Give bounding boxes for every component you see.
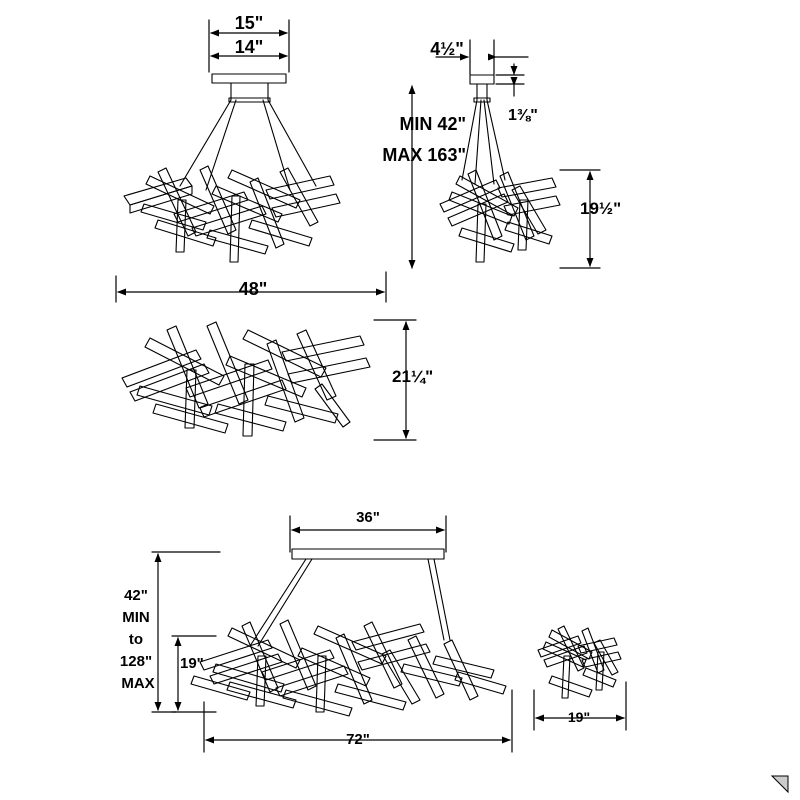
dim-label-4-5: 4½" bbox=[430, 39, 464, 59]
dim-label-min-drop: MIN 42" bbox=[399, 114, 466, 134]
dim-label-48: 48" bbox=[238, 279, 268, 299]
dim-label-19-depth: 19" bbox=[567, 709, 591, 725]
dim-label-max-drop: MAX 163" bbox=[382, 145, 466, 165]
dim-1-375 bbox=[496, 64, 524, 96]
corner-mark bbox=[772, 776, 788, 792]
dim-19-5 bbox=[560, 170, 600, 268]
bar-cluster-plan bbox=[122, 322, 370, 436]
suspension-stems-side bbox=[462, 84, 505, 184]
dim-label-canopy-15: 15" bbox=[234, 13, 264, 33]
dim-label-19-5: 19½" bbox=[580, 199, 622, 218]
canopy-plate-side bbox=[470, 75, 494, 84]
canopy-plate-linear bbox=[292, 549, 444, 559]
suspension-stems-front bbox=[180, 83, 316, 190]
dim-label-linear-drop-3: to bbox=[128, 631, 144, 648]
dim-label-36: 36" bbox=[356, 509, 380, 526]
dim-label-linear-drop-2: MIN bbox=[122, 609, 150, 626]
dim-label-72: 72" bbox=[346, 731, 370, 748]
dim-label-canopy-14: 14" bbox=[234, 37, 264, 57]
bar-cluster-linear-side bbox=[538, 626, 621, 698]
dim-19-height bbox=[172, 636, 216, 712]
dim-label-linear-drop-5: MAX bbox=[121, 675, 155, 692]
bar-cluster-linear-front bbox=[191, 620, 506, 716]
dim-label-1-375: 1⅜" bbox=[508, 107, 538, 124]
canopy-plate-front bbox=[212, 74, 286, 83]
bar-cluster-front bbox=[124, 166, 340, 262]
dim-label-21-25: 21¼" bbox=[392, 367, 434, 386]
dim-label-linear-drop-1: 42" bbox=[124, 587, 148, 604]
bar-cluster-side bbox=[440, 170, 560, 262]
dim-label-linear-drop-4: 128" bbox=[119, 653, 153, 670]
dim-label-19-height: 19" bbox=[180, 655, 204, 672]
